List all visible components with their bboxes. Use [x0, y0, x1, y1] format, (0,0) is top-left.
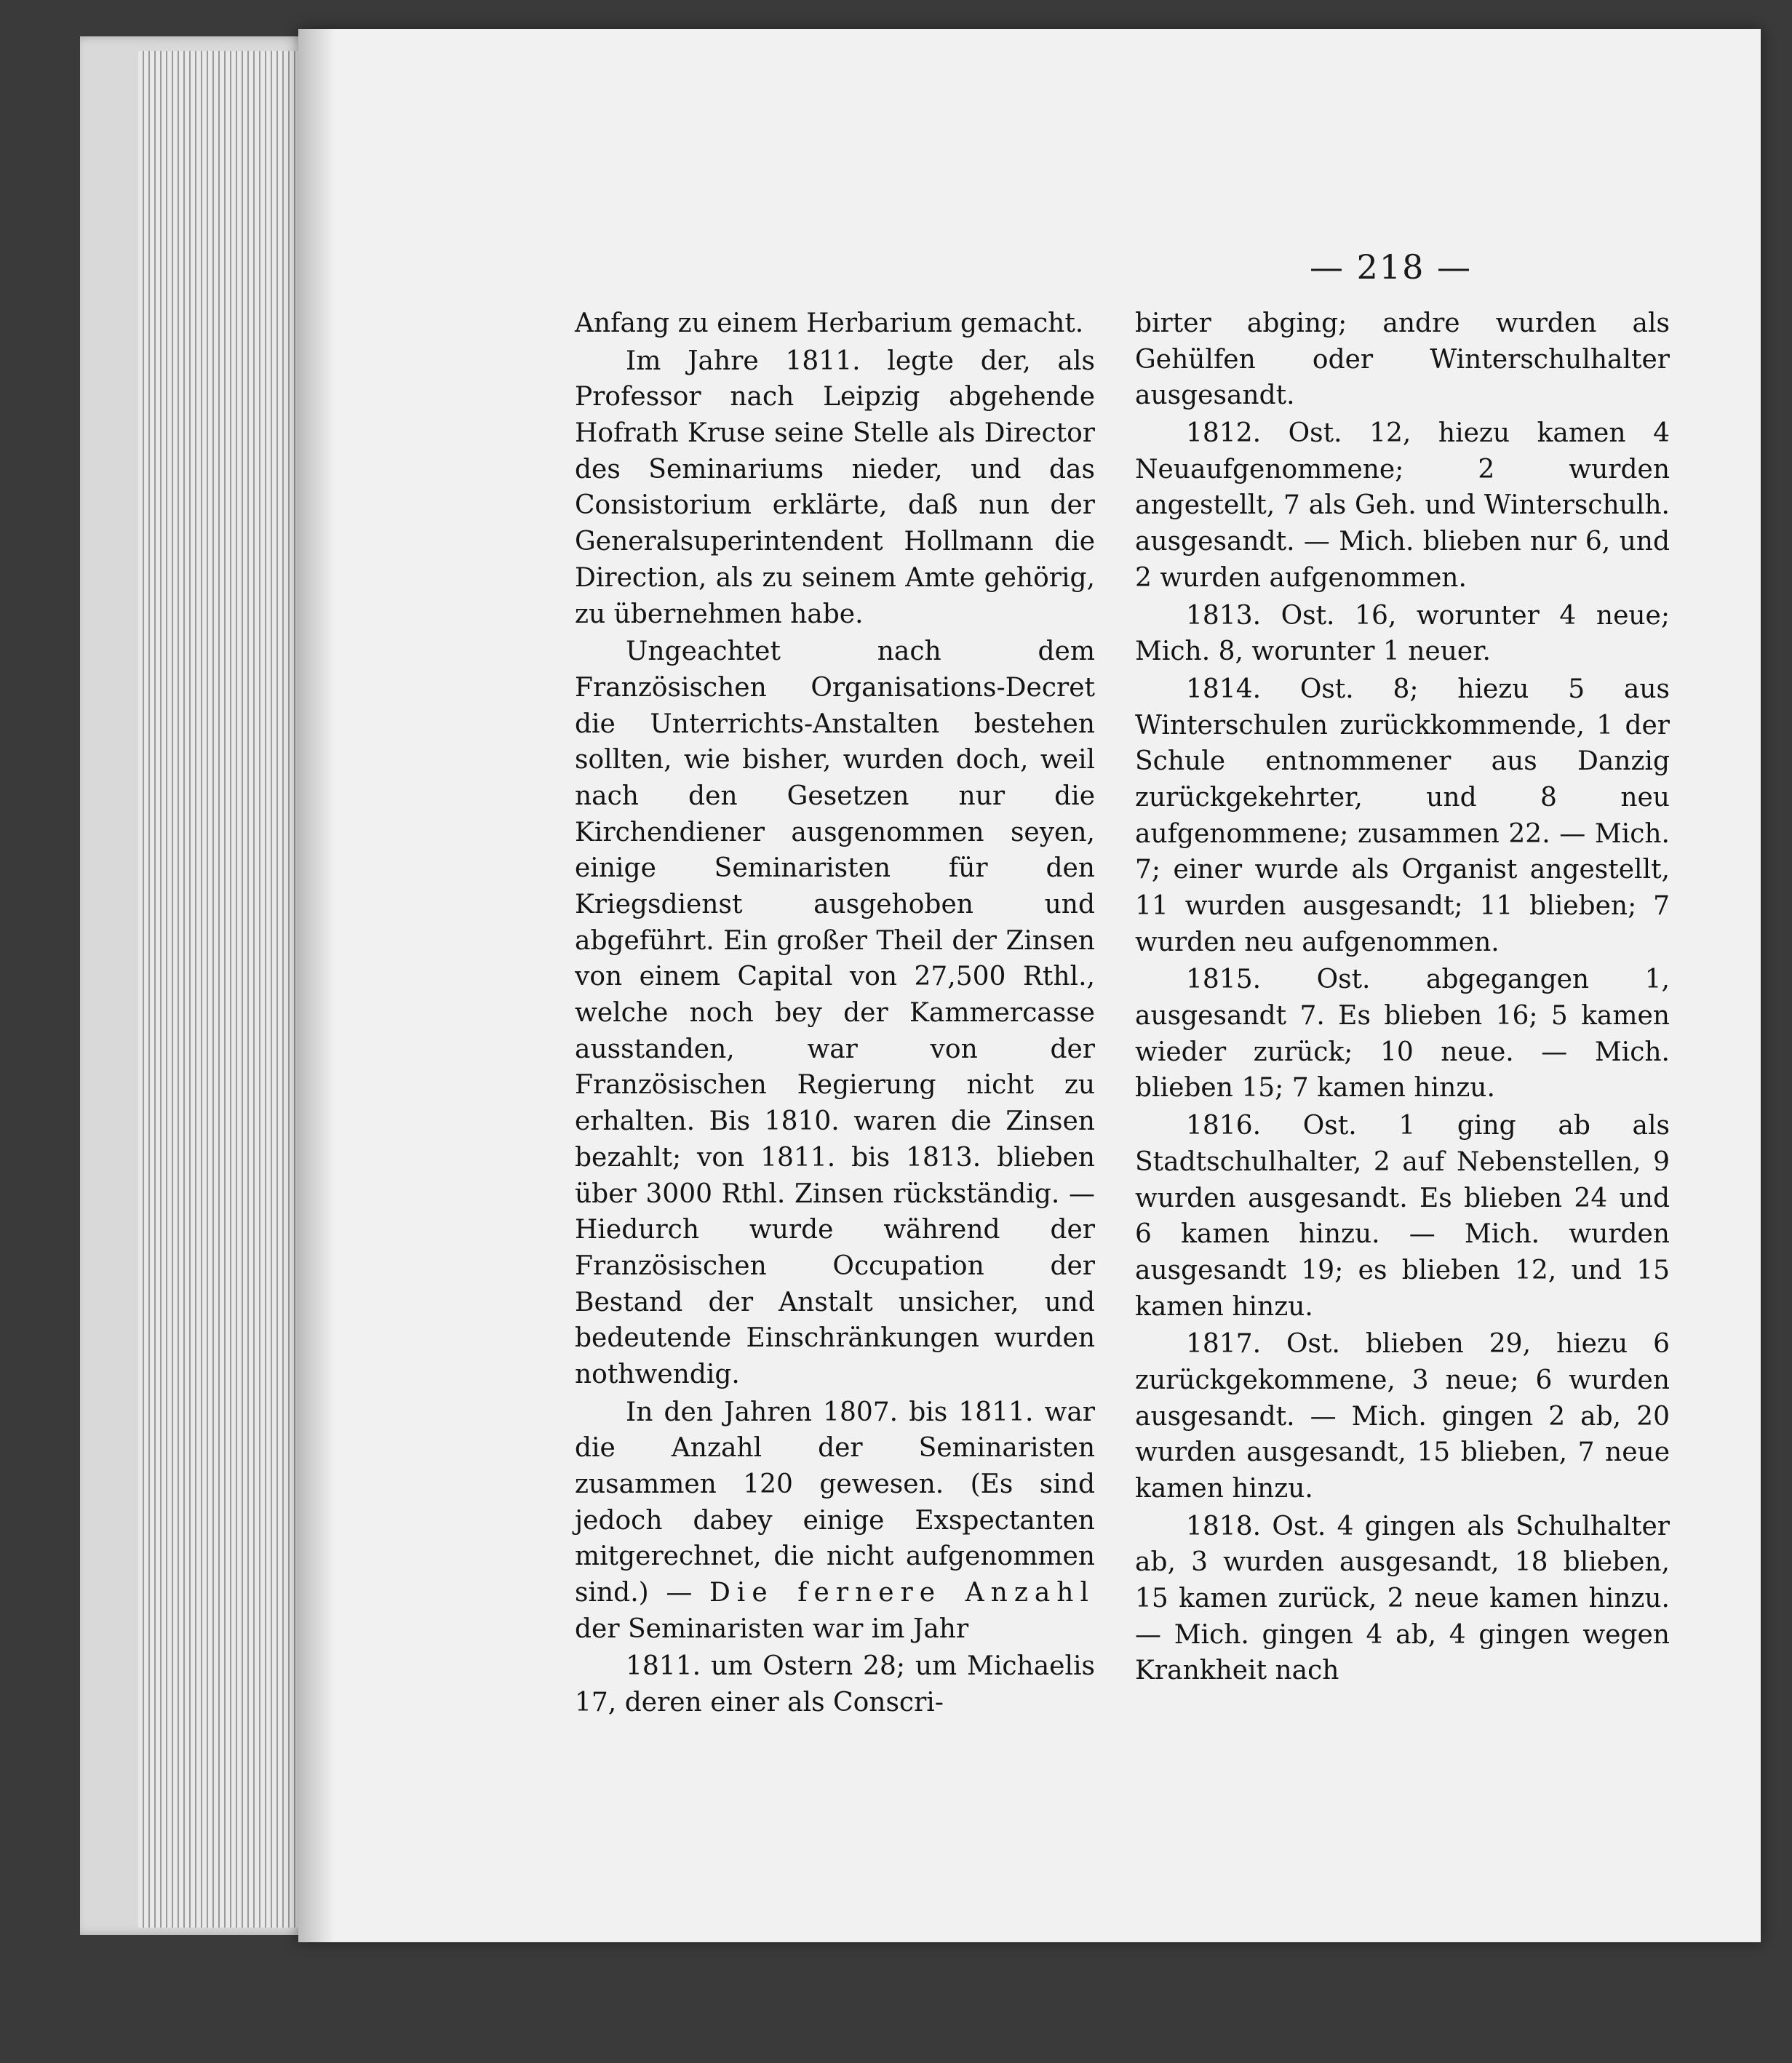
paragraph: 1817. Ost. blieben 29, hiezu 6 zurückgekommene, 3 neue; 6 wurden ausgesandt. — Mich. gingen 2 ab, 20 wurden ausgesandt, 15 blieben, 7 neue kamen hinzu.	[1135, 1329, 1670, 1504]
paragraph: Im Jahre 1811. legte der, als Professor nach Leipzig abgehende Hofrath Kruse seine Stelle als Director des Seminariums nieder, und das Consistorium erklärte, daß nun der Generalsuperintendent Hollmann die Direction, als zu seinem Amte gehörig, zu übernehmen habe.	[575, 346, 1095, 629]
paragraph: Anfang zu einem Herbarium gemacht.	[575, 308, 1084, 338]
paragraph: 1811. um Ostern 28; um Michaelis 17, deren einer als Conscri-	[575, 1651, 1095, 1718]
paragraph: 1815. Ost. abgegangen 1, ausgesandt 7. Es blieben 16; 5 kamen wieder zurück; 10 neue. — Mich. blieben 15; 7 kamen hinzu.	[1135, 965, 1670, 1104]
paragraph: 1812. Ost. 12, hiezu kamen 4 Neuaufgenommene; 2 wurden angestellt, 7 als Geh. und Winterschulh. ausgesandt. — Mich. blieben nur 6, und 2 wurden aufgenommen.	[1135, 418, 1670, 593]
page-edges	[138, 51, 306, 1928]
paragraph: Ungeachtet nach dem Französischen Organisations-Decret die Unterrichts-Anstalten bestehen sollten, wie bisher, wurden doch, weil nach den Gesetzen nur die Kirchendiener ausgenommen seyen, einige Seminaristen für den Kriegsdienst ausgehoben und abgeführt. Ein großer Theil der Zinsen von einem Capital von 27,500 Rthl., welche noch bey der Kammercasse ausstanden, war von der Französischen Regierung nicht zu erhalten. Bis 1810. waren die Zinsen bezahlt; von 1811. bis 1813. blieben über 3000 Rthl. Zinsen rückständig. — Hiedurch wurde während der Französischen Occupation der Bestand der Anstalt unsicher, und bedeutende Einschränkungen wurden nothwendig.	[575, 637, 1095, 1389]
paragraph: birter abging; andre wurden als Gehülfen oder Winterschulhalter ausgesandt.	[1135, 308, 1670, 411]
paragraph-text-tail: der Seminaristen war im Jahr	[575, 1613, 969, 1644]
paragraph-text: In den Jahren 1807. bis 1811. war die Anzahl der Seminaristen zusammen 120 gewesen. (Es sind jedoch dabey einige Exspectanten mitgerechnet, die nicht aufgenommen sind.) —	[575, 1397, 1095, 1608]
left-column	[575, 306, 1095, 1723]
right-column	[1135, 306, 1670, 1691]
spaced-text: Die fernere Anzahl	[709, 1578, 1095, 1608]
page-number: — 218 —	[1310, 247, 1473, 287]
paragraph: 1814. Ost. 8; hiezu 5 aus Winterschulen zurückkommende, 1 der Schule entnommener aus Danzig zurückgekehrter, und 8 neu aufgenommene; zusammen 22. — Mich. 7; einer wurde als Organist angestellt, 11 wurden ausgesandt; 11 blieben; 7 wurden neu aufgenommen.	[1135, 674, 1670, 957]
paragraph: 1813. Ost. 16, worunter 4 neue; Mich. 8, worunter 1 neuer.	[1135, 600, 1670, 667]
paragraph	[575, 1394, 1095, 1648]
book-page	[298, 29, 1761, 1942]
paragraph: 1816. Ost. 1 ging ab als Stadtschulhalter, 2 auf Nebenstellen, 9 wurden ausgesandt. Es blieben 24 und 6 kamen hinzu. — Mich. wurden ausgesandt 19; es blieben 12, und 15 kamen hinzu.	[1135, 1111, 1670, 1322]
paragraph: 1818. Ost. 4 gingen als Schulhalter ab, 3 wurden ausgesandt, 18 blieben, 15 kamen zurück, 2 neue kamen hinzu. — Mich. gingen 4 ab, 4 gingen wegen Krankheit nach	[1135, 1511, 1670, 1686]
gutter-shadow	[298, 29, 335, 1942]
